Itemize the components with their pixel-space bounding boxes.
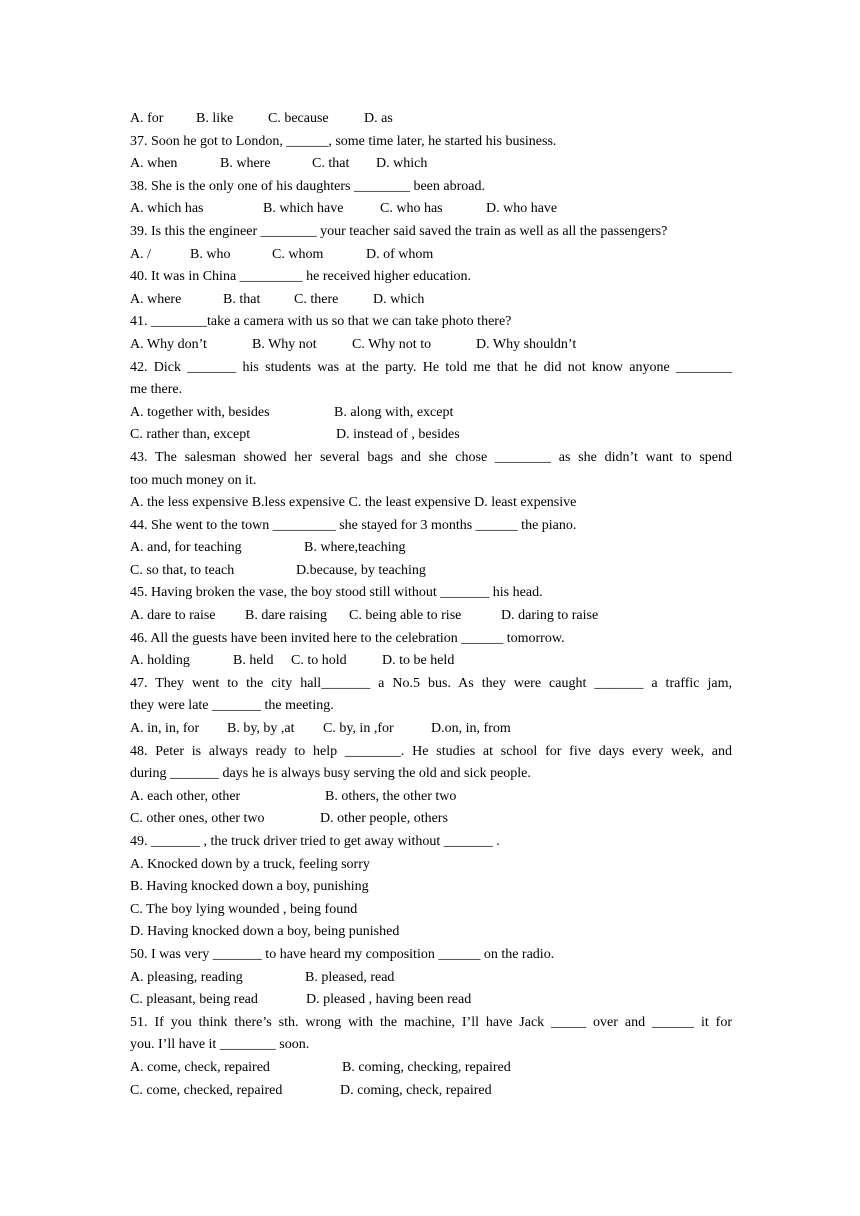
answer-options-line <box>130 424 732 447</box>
question-text-line: 46. All the guests have been invited here to the celebration ______ tomorrow. <box>130 630 565 646</box>
answer-option: A. when <box>130 156 178 172</box>
answer-option: B. that <box>223 291 261 307</box>
answer-option: A. and, for teaching <box>130 540 242 556</box>
answer-option: B. others, the other two <box>325 788 457 804</box>
answer-option: D. which <box>373 291 425 307</box>
answer-options-line <box>130 108 732 131</box>
answer-option: B. which have <box>263 201 344 217</box>
answer-options-line <box>130 1080 732 1103</box>
answer-option: C. because <box>268 111 329 126</box>
answer-option: D. Why shouldn’t <box>476 336 577 352</box>
question-text-line: A. Knocked down by a truck, feeling sorry <box>130 856 370 872</box>
answer-option: D.because, by teaching <box>296 562 426 578</box>
answer-option: D. other people, others <box>320 811 448 827</box>
answer-options-line <box>130 650 732 673</box>
answer-option: D. pleased , having been read <box>306 992 472 1008</box>
answer-option: C. rather than, except <box>130 427 251 443</box>
answer-options-line <box>130 153 732 176</box>
answer-options-line <box>130 718 732 741</box>
answer-options-line <box>130 198 732 221</box>
question-text-line: 38. She is the only one of his daughters ________ been abroad. <box>130 178 485 194</box>
answer-option: C. other ones, other two <box>130 811 265 827</box>
answer-options-line <box>130 967 732 990</box>
answer-option: D. as <box>364 111 393 126</box>
answer-option: D. who have <box>486 201 558 217</box>
answer-option: C. by, in ,for <box>323 721 394 737</box>
answer-options-line <box>130 244 732 267</box>
question-text-line: 45. Having broken the vase, the boy stood still without _______ his head. <box>130 585 543 601</box>
answer-option: C. Why not to <box>352 336 432 352</box>
answer-options-line <box>130 808 732 831</box>
answer-options-line <box>130 605 732 628</box>
answer-options-line <box>130 402 732 425</box>
answer-options-line <box>130 1057 732 1080</box>
answer-option: D. of whom <box>366 246 434 262</box>
answer-option: B. where,teaching <box>304 540 406 556</box>
answer-option: D. to be held <box>382 653 455 669</box>
answer-option: B. pleased, read <box>305 969 395 985</box>
answer-options-line <box>130 537 732 560</box>
answer-option: A. in, in, for <box>130 721 200 737</box>
question-text-line: B. Having knocked down a boy, punishing <box>130 879 369 895</box>
answer-option: B. along with, except <box>334 404 454 420</box>
answer-option: B. by, by ,at <box>227 721 295 737</box>
answer-options-line <box>130 560 732 583</box>
question-text-line: 48. Peter is always ready to help ________. He studies at school for five days every week, and <box>130 743 732 759</box>
answer-option: C. pleasant, being read <box>130 992 258 1008</box>
answer-option: A. which has <box>130 201 204 217</box>
answer-option: C. that <box>312 156 350 172</box>
answer-options-line <box>130 334 732 357</box>
answer-option: C. being able to rise <box>349 608 462 624</box>
question-text-line: 37. Soon he got to London, ______, some time later, he started his business. <box>130 133 557 149</box>
answer-option: D. instead of , besides <box>336 427 460 443</box>
answer-option: D. coming, check, repaired <box>340 1082 492 1098</box>
answer-option: A. each other, other <box>130 788 241 804</box>
question-list <box>130 108 732 1102</box>
answer-option: C. whom <box>272 246 324 262</box>
answer-option: A. Why don’t <box>130 336 207 352</box>
question-text-line: 40. It was in China _________ he received higher education. <box>130 269 471 285</box>
question-text-line: A. the less expensive B.less expensive C. the least expensive D. least expensive <box>130 495 577 511</box>
answer-option: B. who <box>190 246 231 262</box>
answer-options-line <box>130 786 732 809</box>
answer-option: C. so that, to teach <box>130 562 235 578</box>
answer-option: B. held <box>233 653 274 669</box>
question-text-line: during _______ days he is always busy serving the old and sick people. <box>130 766 531 782</box>
question-text-line: 51. If you think there’s sth. wrong with the machine, I’ll have Jack _____ over and ______ it for <box>130 1014 732 1030</box>
question-text-line: 43. The salesman showed her several bags and she chose ________ as she didn’t want to spend <box>130 449 732 465</box>
answer-option: A. holding <box>130 653 190 669</box>
answer-option: A. dare to raise <box>130 608 216 624</box>
question-text-line: C. The boy lying wounded , being found <box>130 901 358 917</box>
answer-option: D. which <box>376 156 428 172</box>
question-text-line: you. I’ll have it ________ soon. <box>130 1037 310 1053</box>
question-text-line: 39. Is this the engineer ________ your teacher said saved the train as well as all the passengers? <box>130 223 668 239</box>
answer-option: B. coming, checking, repaired <box>342 1059 511 1075</box>
answer-option: A. pleasing, reading <box>130 969 243 985</box>
answer-options-line <box>130 989 732 1012</box>
answer-option: A. together with, besides <box>130 404 270 420</box>
question-text-line: me there. <box>130 382 183 398</box>
answer-option: C. come, checked, repaired <box>130 1082 283 1098</box>
answer-option: C. who has <box>380 201 443 217</box>
answer-option: C. to hold <box>291 653 347 669</box>
question-text-line: too much money on it. <box>130 472 257 488</box>
answer-option: B. like <box>196 111 234 126</box>
question-text-line: D. Having knocked down a boy, being punished <box>130 924 400 940</box>
question-text-line: 49. _______ , the truck driver tried to get away without _______ . <box>130 834 500 849</box>
answer-option: A. come, check, repaired <box>130 1059 270 1075</box>
question-text-line: they were late _______ the meeting. <box>130 698 334 714</box>
answer-options-line <box>130 289 732 312</box>
answer-option: D.on, in, from <box>431 721 511 737</box>
answer-option: B. dare raising <box>245 608 328 624</box>
answer-option: A. where <box>130 291 182 307</box>
answer-option: B. Why not <box>252 336 317 352</box>
question-text-line: 42. Dick _______ his students was at the party. He told me that he did not know anyone ________ <box>130 359 732 375</box>
answer-option: B. where <box>220 156 271 172</box>
answer-option: D. daring to raise <box>501 608 599 624</box>
answer-option: A. for <box>130 111 164 126</box>
question-text-line: 41. ________take a camera with us so that we can take photo there? <box>130 314 512 330</box>
question-text-line: 47. They went to the city hall_______ a No.5 bus. As they were caught _______ a traffic jam, <box>130 675 732 691</box>
question-text-line: 44. She went to the town _________ she stayed for 3 months ______ the piano. <box>130 517 577 533</box>
answer-option: A. / <box>130 246 151 262</box>
answer-option: C. there <box>294 291 339 307</box>
question-text-line: 50. I was very _______ to have heard my composition ______ on the radio. <box>130 946 555 962</box>
